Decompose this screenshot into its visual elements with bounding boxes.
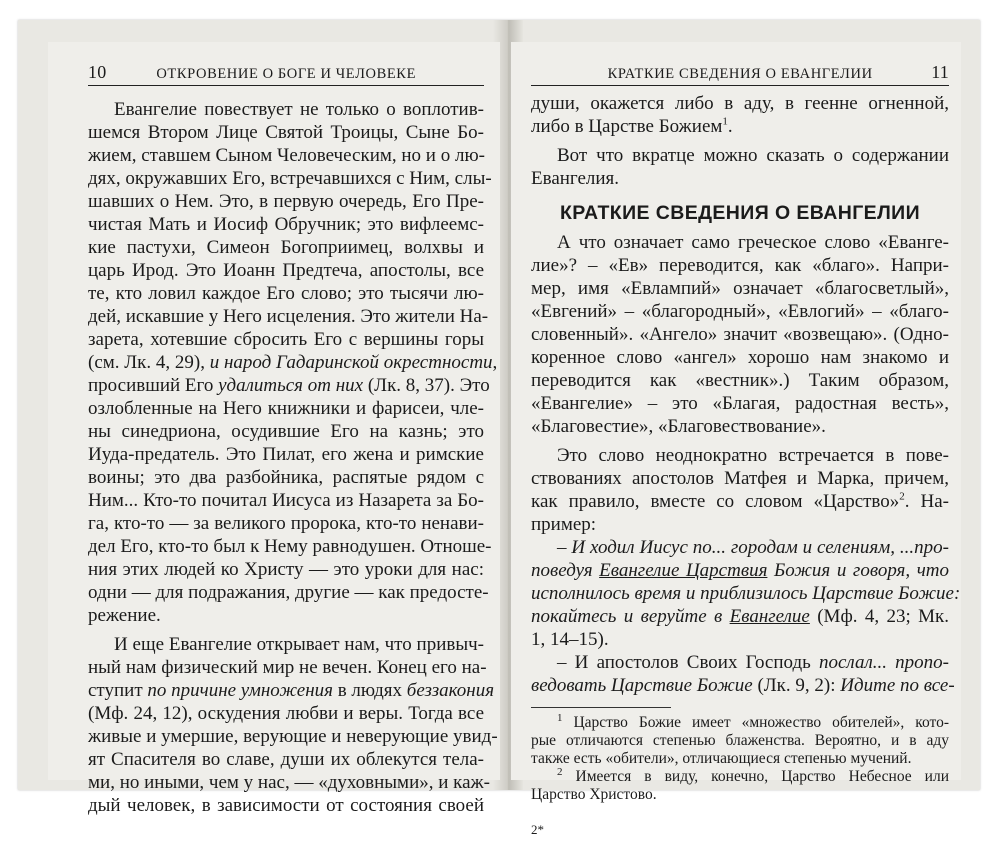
text-line: чистая Мать и Иосиф Обручник; это вифлеемс- xyxy=(88,214,484,235)
footnote-line: $^1$ Царство Божие имеет «множество обителей», кото- xyxy=(557,711,950,731)
text-line: Евангелие повествует не только о воплотив- xyxy=(114,99,484,120)
text-line: ми, но иными, чем у нас, — «духовными», и каж- xyxy=(88,772,490,793)
text-line: ствованиях апостолов Матфея и Марка, причем, xyxy=(531,468,949,489)
left-body-text xyxy=(88,98,498,817)
text-line: Иуда-предатель. Это Пилат, его жена и римские xyxy=(88,444,484,465)
signature-mark: 2* xyxy=(531,822,544,837)
italic-phrase: удалиться от них xyxy=(218,375,364,396)
left-running-head xyxy=(88,62,484,86)
italic-phrase: и народ Гадаринской окрестности xyxy=(209,352,493,373)
text-line: ния этих людей ко Христу — это уроки для нас: xyxy=(88,559,484,580)
text-line: шавших о Нем. Это, в первую очередь, Его Пре- xyxy=(88,191,484,212)
text-line: ны синедриона, осудившие Его на казнь; это xyxy=(88,421,484,442)
left-running-head-title: ОТКРОВЕНИЕ О БОГЕ И ЧЕЛОВЕКЕ xyxy=(156,66,417,82)
text-line: И еще Евангелие открывает нам, что привыч- xyxy=(114,634,484,655)
text-line: как правило, вместе со словом «Царство»$^2$. На- xyxy=(531,490,949,512)
right-page-number: 11 xyxy=(931,62,949,82)
footnotes xyxy=(531,711,950,804)
footnote-line: рые отличаются степенью блаженства. Вероятно, и в аду xyxy=(531,732,949,749)
text-line: воины; это два разбойника, распятые рядом с xyxy=(88,467,484,488)
text-line: дый человек, в зависимости от состояния своей xyxy=(88,795,484,816)
text-line: (Мф. 24, 12), оскудения любви и веры. Тогда все xyxy=(88,703,484,724)
section-heading: КРАТКИЕ СВЕДЕНИЯ О ЕВАНГЕЛИИ xyxy=(559,202,920,224)
text-line: озлобленные на Него книжники и фарисеи, чле- xyxy=(88,398,484,419)
book-spread xyxy=(18,20,980,837)
text-line: дел Его, кто-то был к Нему равнодушен. Отноше- xyxy=(88,536,492,557)
text-line: ят Спасителя во славе, души их облекутся тела- xyxy=(88,749,484,770)
text-line: пример: xyxy=(531,514,597,535)
right-body-text xyxy=(531,92,961,841)
quote-line: поведуя Евангелие Царствия Божия и говоря, что xyxy=(531,560,950,581)
footnote-line: также есть «обители», отличающиеся степенью мучений. xyxy=(531,750,912,767)
text-line: «Евангелие» – это «Благая, радостная весть», xyxy=(531,393,949,414)
text-line: «Евгений» – «благородный», «Евлогий» – «благо- xyxy=(531,301,949,322)
right-running-head-title: КРАТКИЕ СВЕДЕНИЯ О ЕВАНГЕЛИИ xyxy=(607,66,873,82)
underlined-phrase: Евангелие xyxy=(729,606,810,627)
text-line: дях, окружавших Его, встречавшихся с Ним, слы- xyxy=(88,168,492,189)
text-line: те, кто ловил каждое Его слово; это тысячи лю- xyxy=(88,283,484,304)
text-line: «Благовестие», «Благовествование». xyxy=(531,416,826,437)
text-line: жием, ставшем Сыном Человеческим, но и о лю- xyxy=(88,145,485,166)
quote-line: 1, 14–15). xyxy=(531,629,609,650)
left-page-number: 10 xyxy=(88,62,107,82)
text-line: словенный». «Ангело» значит «возвещаю». (Одно- xyxy=(531,324,949,345)
quote-line: – И ходил Иисус по... городам и селениям, ...про- xyxy=(557,537,949,558)
text-line: просивший Его удалиться от них (Лк. 8, 37). Это xyxy=(88,375,490,396)
text-line: А что означает само греческое слово «Еванге- xyxy=(557,232,949,253)
italic-phrase: по причине умножения xyxy=(147,680,333,701)
text-line: царь Ирод. Это Иоанн Предтеча, апостолы, все xyxy=(88,260,484,281)
text-line: Это слово неоднократно встречается в пове- xyxy=(557,445,949,466)
text-line: (см. Лк. 4, 29), и народ Гадаринской окрестности, xyxy=(88,352,498,373)
text-line: шемся Втором Лице Святой Троицы, Сыне Бо- xyxy=(88,122,484,143)
quote-line: покайтесь и веруйте в Евангелие (Мф. 4, 23; Мк. xyxy=(531,606,949,627)
text-line: Евангелия. xyxy=(531,168,620,189)
text-line: Ним... Кто-то почитал Иисуса из Назарета за Бо- xyxy=(88,490,484,511)
text-line: переводится как «вестник».) Таким образом, xyxy=(531,370,949,391)
quote-line: ведовать Царствие Божие (Лк. 9, 2): Идите по все- xyxy=(531,675,955,696)
text-line: мер, имя «Евлампий» означает «благосветлый», xyxy=(531,278,949,299)
text-line: ный нам физический мир не вечен. Конец его на- xyxy=(88,657,487,678)
text-line: коренное слово «ангел» хорошо нам знакомо и xyxy=(531,347,949,368)
text-line: га, кто-то — за великого пророка, кто-то ненави- xyxy=(88,513,484,534)
quote-line: – И апостолов Своих Господь послал... пропо- xyxy=(557,652,949,673)
text-line: одни — для подражания, другие — как предосте- xyxy=(88,582,489,603)
text-line: зарета, хотевшие сбросить Его с вершины горы xyxy=(88,329,484,350)
text-line: живые и умершие, верующие и неверующие увид- xyxy=(88,726,498,747)
text-line: либо в Царстве Божием$^1$. xyxy=(531,115,733,137)
text-line: режение. xyxy=(88,605,161,626)
footnote-line: $^2$ Имеется в виду, конечно, Царство Небесное или xyxy=(557,765,949,785)
footnote-ref: 2 xyxy=(899,490,905,503)
right-page xyxy=(511,42,961,837)
footnote-ref: 1 xyxy=(722,115,728,128)
left-page xyxy=(48,42,500,816)
text-line: дей, искавшие у Него исцеления. Это жители На- xyxy=(88,306,489,327)
text-line: Вот что вкратце можно сказать о содержании xyxy=(557,145,949,166)
text-line: ступит по причине умножения в людях беззакония xyxy=(88,680,495,701)
right-running-head xyxy=(531,62,949,86)
footnote-line: Царство Христово. xyxy=(531,786,657,803)
text-line: лие»? – «Ев» переводится, как «благо». Напри- xyxy=(531,255,949,276)
text-line: души, окажется либо в аду, в геенне огненной, xyxy=(531,93,949,114)
underlined-phrase: Евангелие Царствия xyxy=(599,560,768,581)
text-line: кие пастухи, Симеон Богоприимец, волхвы и xyxy=(88,237,484,258)
footnote-rule xyxy=(531,707,671,708)
italic-phrase: беззакония xyxy=(406,680,495,701)
quote-line: исполнилось время и приблизилось Царствие Божие: xyxy=(531,583,961,604)
